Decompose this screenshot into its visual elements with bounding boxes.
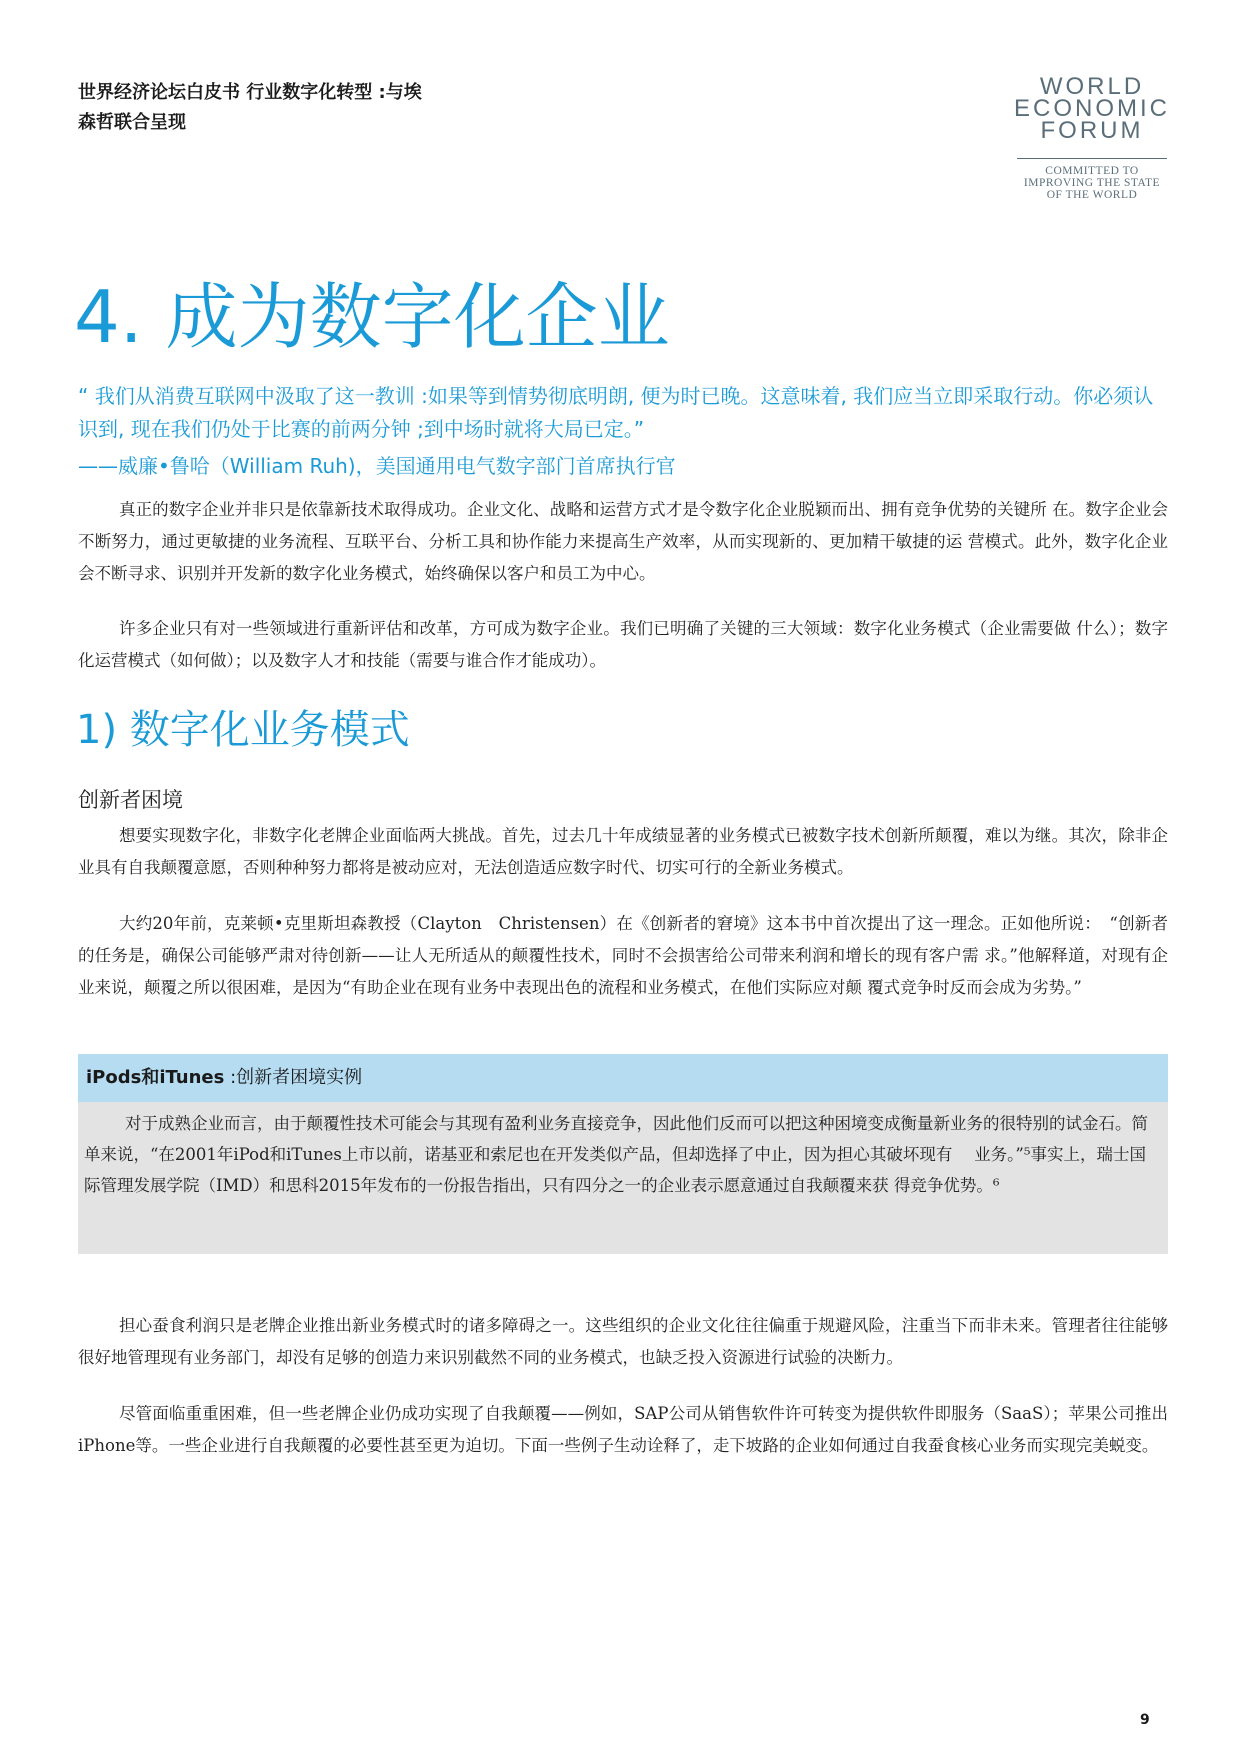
intro-paragraph-1: 真正的数字企业并非只是依靠新技术取得成功。企业文化、战略和运营方式才是令数字化企业脱颖而出、拥有竞争优势的关键所 在。数字企业会不断努力，通过更敏捷的业务流程、互联平台、分析工具和协作能力来提高生产效率，从而实现新的、更加精干敏捷的运 营模式。此外，数字化企业会不断寻求、识别并开发新的数字化业务模式，始终确保以客户和员工为中心。 [78,500,1168,583]
quote-attribution: ——威廉•鲁哈（William Ruh)，美国通用电气数字部门首席执行官 [78,454,676,478]
logo-tagline-1: COMMITTED TO [1045,165,1139,177]
case-study-title-bold: iPods和iTunes [86,1067,225,1088]
case-study-body: 对于成熟企业而言，由于颠覆性技术可能会与其现有盈利业务直接竞争，因此他们反而可以把这种困境变成衡量新业务的很特别的试金石。简单来说，“在2001年iPod和iTunes上市以前，诺基亚和索尼也在开发类似产品，但却选择了中止，因为担心其破坏现有 业务。”⁵事实上，瑞士国际管理发展学院（IMD）和思科2015年发布的一份报告指出，只有四分之一的企业表示愿意通过自我颠覆来获 得竞争优势。⁶ [84,1114,1148,1195]
logo-tagline-3: OF THE WORLD [1046,189,1138,201]
logo-word-world: WORLD [1039,73,1145,100]
logo-tagline-2: IMPROVING THE STATE [1023,177,1161,189]
case-study-title-rest: :创新者困境实例 [224,1067,363,1088]
section-paragraph-1: 想要实现数字化，非数字化老牌企业面临两大挑战。首先，过去几十年成绩显著的业务模式已被数字技术创新所颠覆，难以为继。其次，除非企业具有自我颠覆意愿，否则种种努力都将是被动应对，无法创造适应数字时代、切实可行的全新业务模式。 [78,826,1168,877]
section-paragraph-2: 大约20年前，克莱顿•克里斯坦森教授（Clayton Christensen）在《创新者的窘境》这本书中首次提出了这一理念。正如他所说： “创新者的任务是，确保公司能够严肃对待创新——让人无所适从的颠覆性技术，同时不会损害给公司带来利润和增长的现有客户需 求。”他解释道，对现有企业来说，颠覆之所以很困难，是因为“有助企业在现有业务中表现出色的流程和业务模式，在他们实际应对颠 覆式竞争时反而会成为劣势。” [78,914,1168,997]
closing-paragraph-1: 担心蚕食利润只是老牌企业推出新业务模式时的诸多障碍之一。这些组织的企业文化往往偏重于规避风险，注重当下而非未来。管理者往往能够很好地管理现有业务部门，却没有足够的创造力来识别截然不同的业务模式，也缺乏投入资源进行试验的决断力。 [78,1316,1168,1367]
report-title: 世界经济论坛白皮书 行业数字化转型 :与埃森哲联合呈现 [78,82,422,133]
logo-divider [1017,158,1167,159]
chapter-title: 4. 成为数字化企业 [74,275,670,359]
subheading: 创新者困境 [78,788,183,812]
pull-quote: “ 我们从消费互联网中汲取了这一教训 :如果等到情势彻底明朗, 便为时已晚。这意味着, 我们应当立即采取行动。你必须认识到, 现在我们仍处于比赛的前两分钟 ;到中场时就将大局已定。” [78,384,1154,441]
case-study-header [78,1054,1168,1102]
logo-word-economic: ECONOMIC [1014,95,1170,122]
case-study-box [78,1054,1168,1254]
page-number: 9 [1140,1712,1150,1728]
wef-logo [1008,73,1176,201]
section-title: 1) 数字化业务模式 [76,707,410,753]
intro-paragraph-2: 许多企业只有对一些领域进行重新评估和改革，方可成为数字企业。我们已明确了关键的三大领域：数字化业务模式（企业需要做 什么）；数字化运营模式（如何做）；以及数字人才和技能（需要与谁合作才能成功）。 [78,619,1168,670]
closing-paragraph-2: 尽管面临重重困难，但一些老牌企业仍成功实现了自我颠覆——例如，SAP公司从销售软件许可转变为提供软件即服务（SaaS）；苹果公司推出iPhone等。一些企业进行自我颠覆的必要性甚至更为迫切。下面一些例子生动诠释了，走下坡路的企业如何通过自我蚕食核心业务而实现完美蜕变。 [78,1404,1168,1455]
logo-word-forum: FORUM [1040,117,1144,144]
